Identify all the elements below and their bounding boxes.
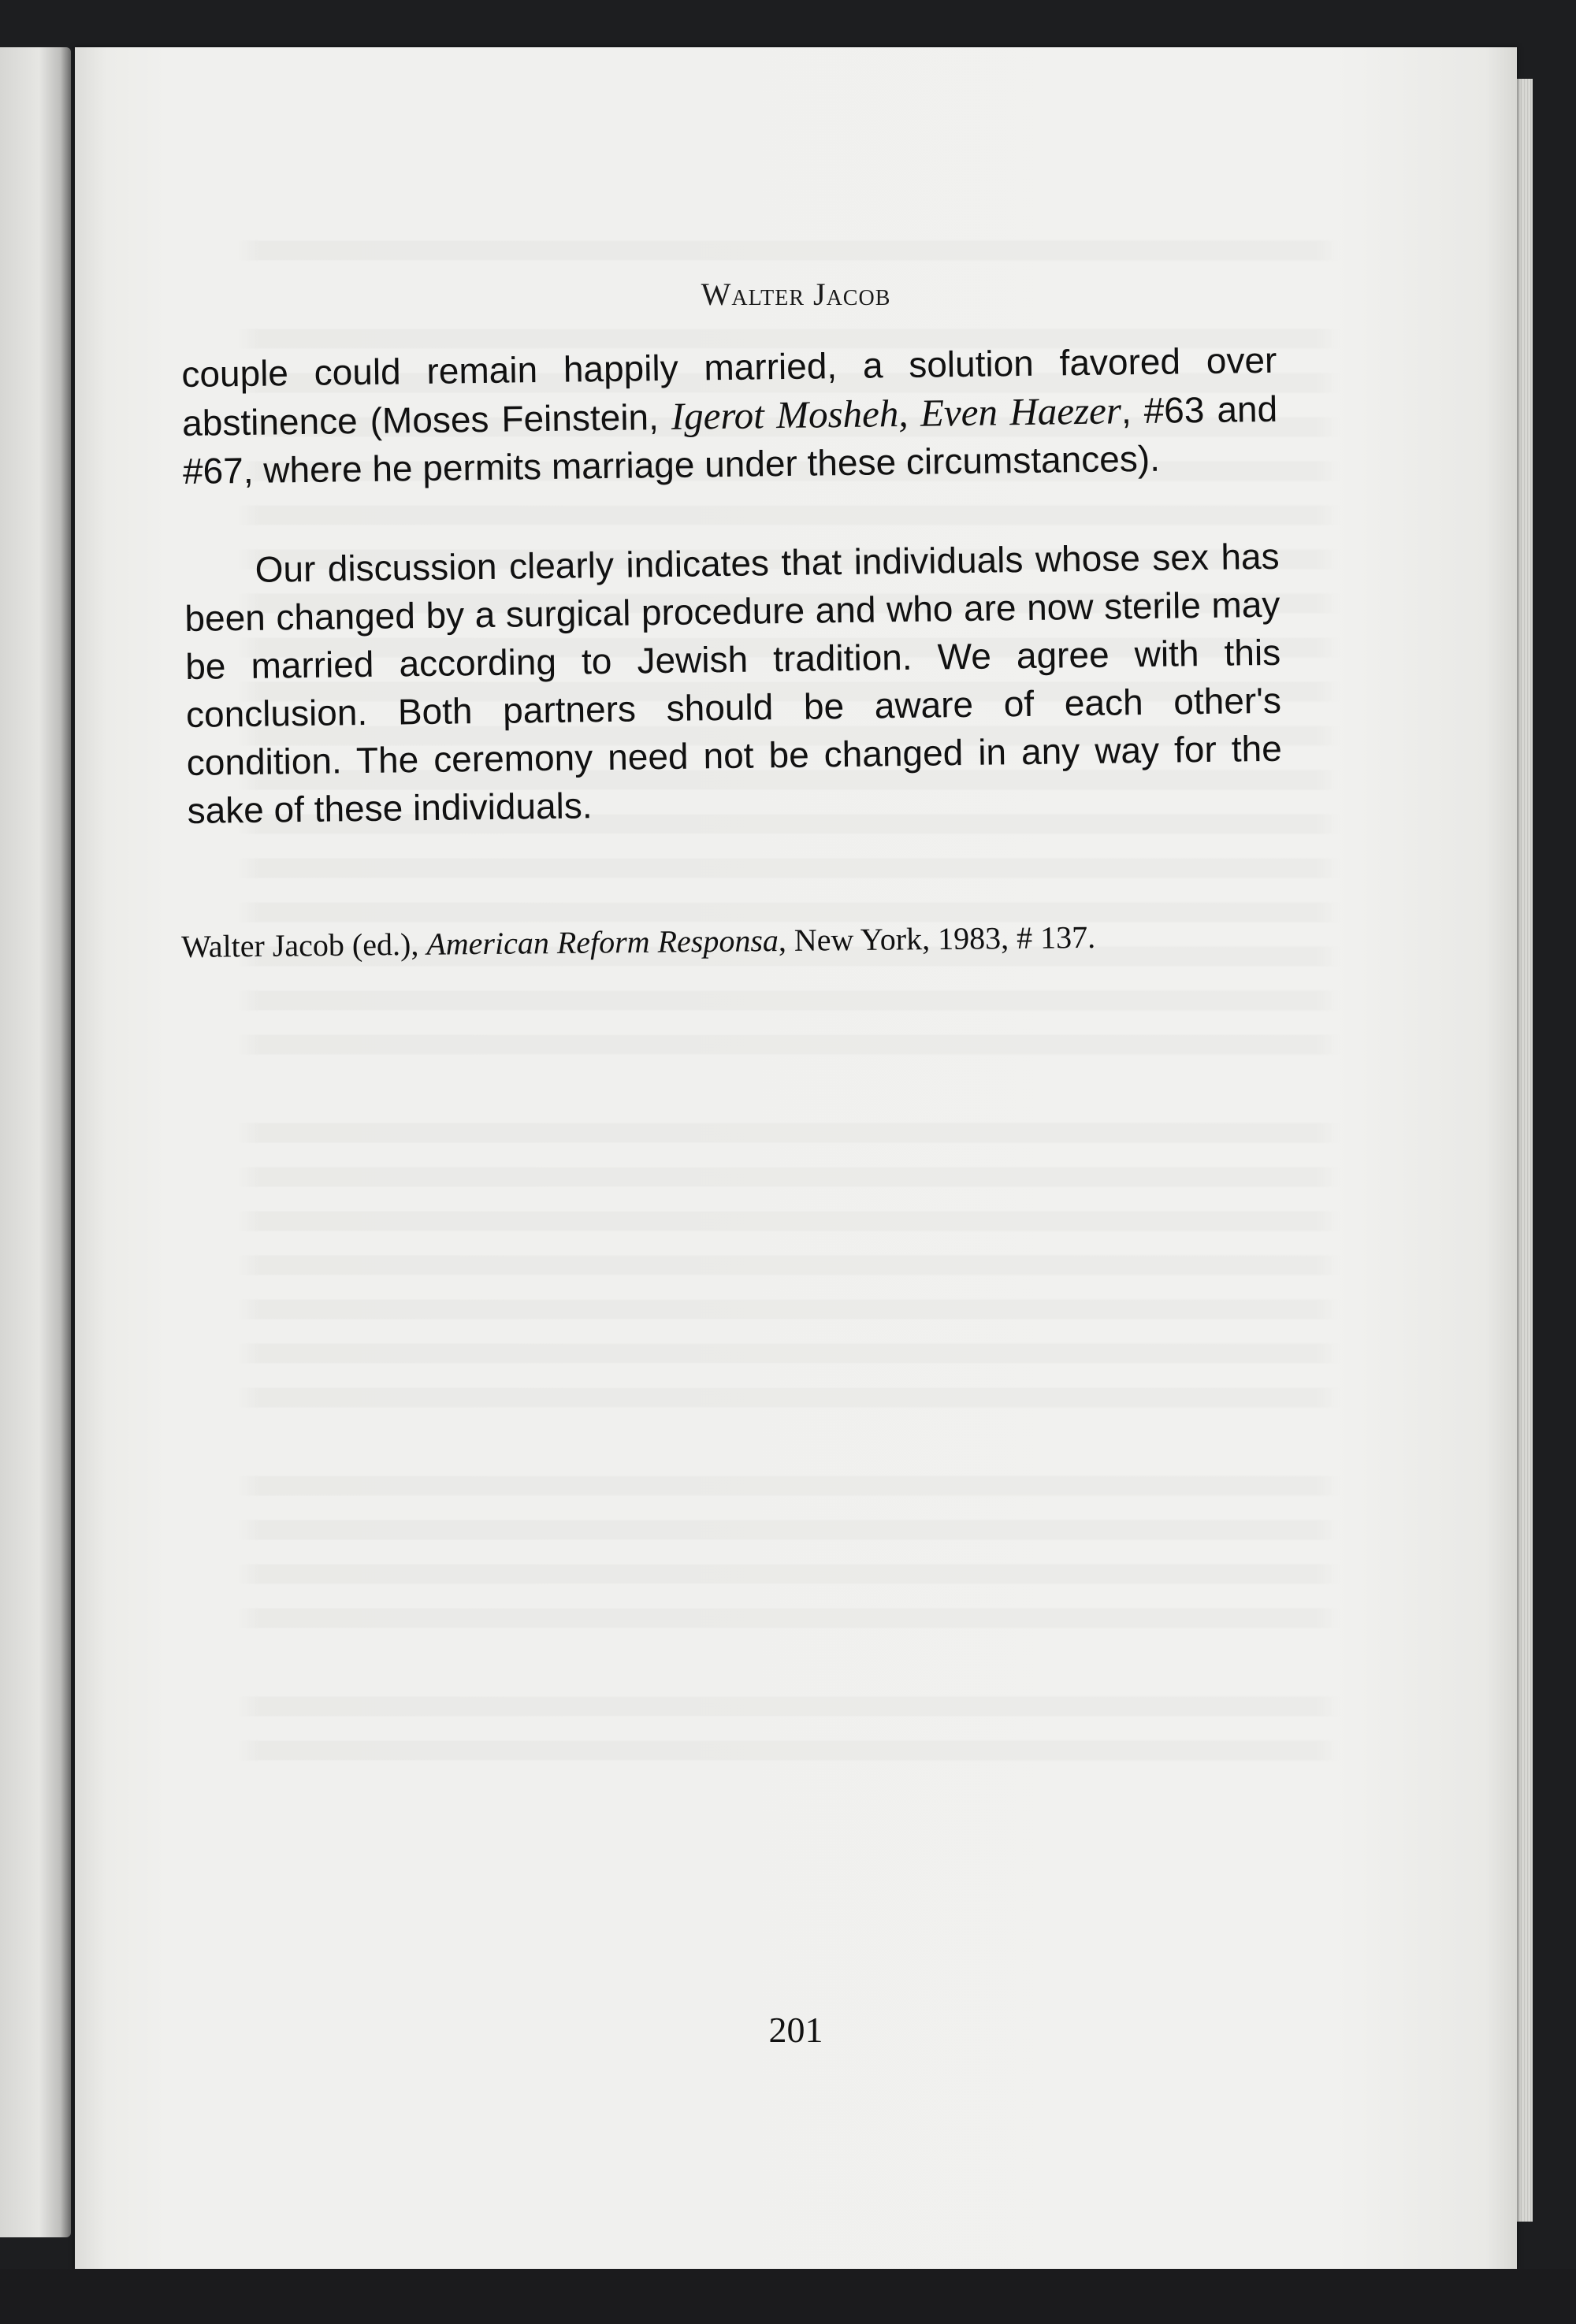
book-page [75,47,1517,2269]
citation-title: American Reform Responsa [426,923,779,962]
paragraph-text: , #63 and #67, where he permits marriage under these circumstances). [182,388,1278,492]
paragraph-continuation [181,336,1278,496]
scan-background-bottom [0,2269,1576,2324]
citation-details: , New York, 1983, # 137. [778,919,1096,959]
body-text [181,336,1283,835]
running-head: Walter Jacob [701,277,891,312]
page-number: 201 [768,2010,823,2050]
facing-page-edge [0,47,71,2237]
source-citation [181,916,1284,965]
book-title-italic: Igerot Mosheh, Even Haezer [671,388,1122,438]
citation-author: Walter Jacob (ed.), [181,926,427,964]
paragraph-conclusion: Our discussion clearly indicates that individuals whose sex has been changed by a surgical procedure and who are now sterile may be married according to Jewish tradition. We agree with this conclusion. Both partners should be aware of each other's condition. The ceremony need not be changed in any way for the sake of these individuals. [184,535,1283,831]
paragraph-text: couple could remain happily married, a solution favored over abstinence (Moses Feinstein, [181,339,1277,444]
